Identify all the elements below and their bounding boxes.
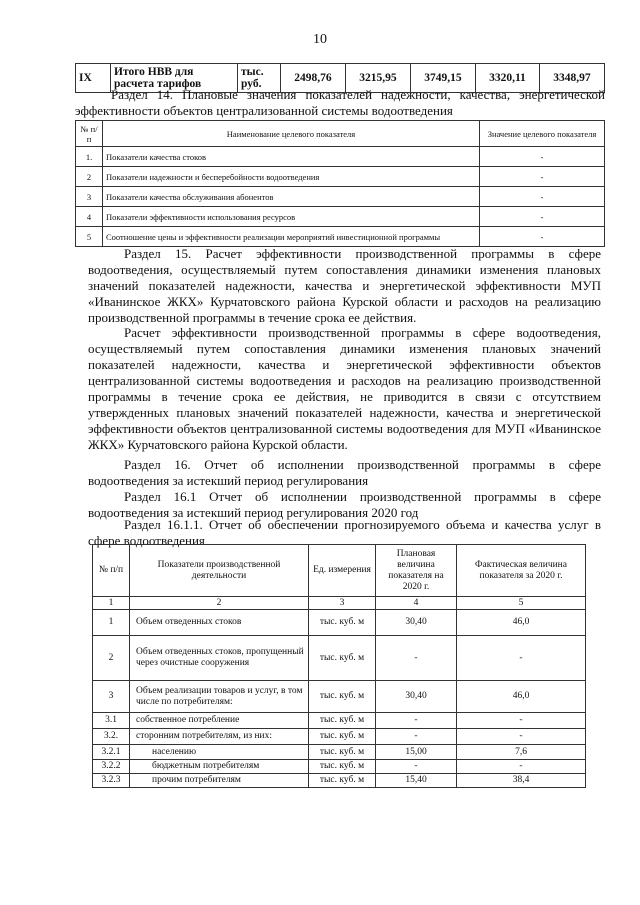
plan-value: 30,40 <box>376 610 457 636</box>
row-number: 3.2.3 <box>93 774 130 788</box>
plan-value: - <box>376 729 457 745</box>
row-number: 2 <box>93 636 130 681</box>
table-row <box>93 729 586 745</box>
indicator-name: Объем реализации товаров и услуг, в том числе по потребителям: <box>130 681 309 713</box>
fact-value: - <box>457 729 586 745</box>
indicator-name: бюджетным потребителям <box>130 760 309 774</box>
table-row <box>93 636 586 681</box>
table-row <box>76 207 605 227</box>
indicator-name: сторонним потребителям, из них: <box>130 729 309 745</box>
fact-value: 38,4 <box>457 774 586 788</box>
fact-value: 46,0 <box>457 610 586 636</box>
table-row <box>93 745 586 760</box>
plan-value: - <box>376 760 457 774</box>
header-cell: Наименование целевого показателя <box>103 121 480 147</box>
indicator-name: Соотношение цены и эффективности реализации мероприятий инвестиционной программы <box>103 227 480 247</box>
plan-value: - <box>376 636 457 681</box>
section16-paragraph: Раздел 16. Отчет об исполнении производственной программы в сфере водоотведения за истекший период регулирования <box>88 457 601 488</box>
indicator-value: - <box>480 187 605 207</box>
table-row <box>76 147 605 167</box>
fact-value: - <box>457 760 586 774</box>
row-number: 4 <box>76 207 103 227</box>
unit-cell: тыс. куб. м <box>309 745 376 760</box>
section16-1-paragraph: Раздел 16.1 Отчет об исполнении производственной программы в сфере водоотведения за истекший период регулирования 2020 год <box>88 489 601 520</box>
value-cell: 3348,97 <box>539 64 604 93</box>
table-row <box>76 167 605 187</box>
target-indicators-table <box>75 120 605 247</box>
row-label: Итого НВВ для расчета тарифов <box>111 64 238 93</box>
section16-1-1-paragraph: Раздел 16.1.1. Отчет об обеспечении прогнозируемого объема и качества услуг в сфере водоотведения <box>88 517 601 548</box>
fact-value: - <box>457 636 586 681</box>
indicator-name: Объем отведенных стоков, пропущенный через очистные сооружения <box>130 636 309 681</box>
header-cell: Показатели производственной деятельности <box>130 545 309 597</box>
header-cell: № п/п <box>93 545 130 597</box>
col-number: 3 <box>309 597 376 610</box>
row-number: 1. <box>76 147 103 167</box>
column-numbers-row <box>93 597 586 610</box>
unit-cell: тыс. куб. м <box>309 713 376 729</box>
report-table <box>92 544 586 788</box>
table-header <box>93 545 586 597</box>
col-number: 5 <box>457 597 586 610</box>
indicator-name: прочим потребителям <box>130 774 309 788</box>
plan-value: 15,00 <box>376 745 457 760</box>
row-number: 1 <box>93 610 130 636</box>
col-number: 2 <box>130 597 309 610</box>
row-number: 3.2.1 <box>93 745 130 760</box>
row-number: 3.2. <box>93 729 130 745</box>
indicator-value: - <box>480 147 605 167</box>
indicator-value: - <box>480 167 605 187</box>
table-row <box>76 227 605 247</box>
section15-paragraph-1: Раздел 15. Расчет эффективности производственной программы в сфере водоотведения, осуществляемый путем сопоставления динамики изменения плановых значений показателей надежности, качества и энергетической эффективности МУП «Иванинское ЖКХ» Курчатовского района Курской области и расходов на реализацию производственной программы в течение срока ее действия. <box>88 246 601 325</box>
row-number: 3 <box>76 187 103 207</box>
plan-value: - <box>376 713 457 729</box>
plan-value: 15,40 <box>376 774 457 788</box>
col-number: 4 <box>376 597 457 610</box>
row-number: 3 <box>93 681 130 713</box>
unit-cell: тыс. куб. м <box>309 636 376 681</box>
table-row <box>93 610 586 636</box>
indicator-name: Показатели качества обслуживания абонентов <box>103 187 480 207</box>
indicator-name: собственное потребление <box>130 713 309 729</box>
table-row <box>76 187 605 207</box>
header-cell: Плановая величина показателя на 2020 г. <box>376 545 457 597</box>
table-row <box>93 760 586 774</box>
fact-value: 46,0 <box>457 681 586 713</box>
table-header <box>76 121 605 147</box>
indicator-name: Показатели надежности и бесперебойности водоотведения <box>103 167 480 187</box>
page-number: 10 <box>313 32 327 47</box>
indicator-name: Объем отведенных стоков <box>130 610 309 636</box>
row-unit: тыс. руб. <box>238 64 281 93</box>
row-number: 2 <box>76 167 103 187</box>
col-number: 1 <box>93 597 130 610</box>
value-cell: 3749,15 <box>410 64 475 93</box>
header-cell: № п/п <box>76 121 103 147</box>
table-row <box>93 681 586 713</box>
section15-paragraph-2: Расчет эффективности производственной программы в сфере водоотведения, осуществляемый путем сопоставления динамики изменения плановых значений показателей надежности, качества и энергетической эффективности объектов централизованной системы водоотведения и расходов на реализацию производственной программы в течение срока ее действия, не приводится в связи с отсутствием утвержденных плановых значений показателей надежности, качества и энергетической эффективности объектов централизованной системы водоотведения для МУП «Иванинское ЖКХ» Курчатовского района Курской области. <box>88 325 601 452</box>
header-cell: Значение целевого показателя <box>480 121 605 147</box>
table-row <box>93 713 586 729</box>
unit-cell: тыс. куб. м <box>309 610 376 636</box>
fact-value: - <box>457 713 586 729</box>
indicator-value: - <box>480 227 605 247</box>
row-number: 3.2.2 <box>93 760 130 774</box>
indicator-name: Показатели качества стоков <box>103 147 480 167</box>
table-row <box>93 774 586 788</box>
indicator-name: Показатели эффективности использования ресурсов <box>103 207 480 227</box>
header-cell: Фактическая величина показателя за 2020 г. <box>457 545 586 597</box>
section14-heading: Раздел 14. Плановые значения показателей надежности, качества, энергетической эффективности объектов централизованной системы водоотведения <box>75 87 605 118</box>
row-code: IX <box>76 64 111 93</box>
value-cell: 2498,76 <box>281 64 346 93</box>
unit-cell: тыс. куб. м <box>309 729 376 745</box>
unit-cell: тыс. куб. м <box>309 774 376 788</box>
value-cell: 3320,11 <box>475 64 539 93</box>
value-cell: 3215,95 <box>345 64 410 93</box>
row-number: 5 <box>76 227 103 247</box>
indicator-value: - <box>480 207 605 227</box>
indicator-name: населению <box>130 745 309 760</box>
row-number: 3.1 <box>93 713 130 729</box>
unit-cell: тыс. куб. м <box>309 760 376 774</box>
unit-cell: тыс. куб. м <box>309 681 376 713</box>
plan-value: 30,40 <box>376 681 457 713</box>
fact-value: 7,6 <box>457 745 586 760</box>
header-cell: Ед. измерения <box>309 545 376 597</box>
